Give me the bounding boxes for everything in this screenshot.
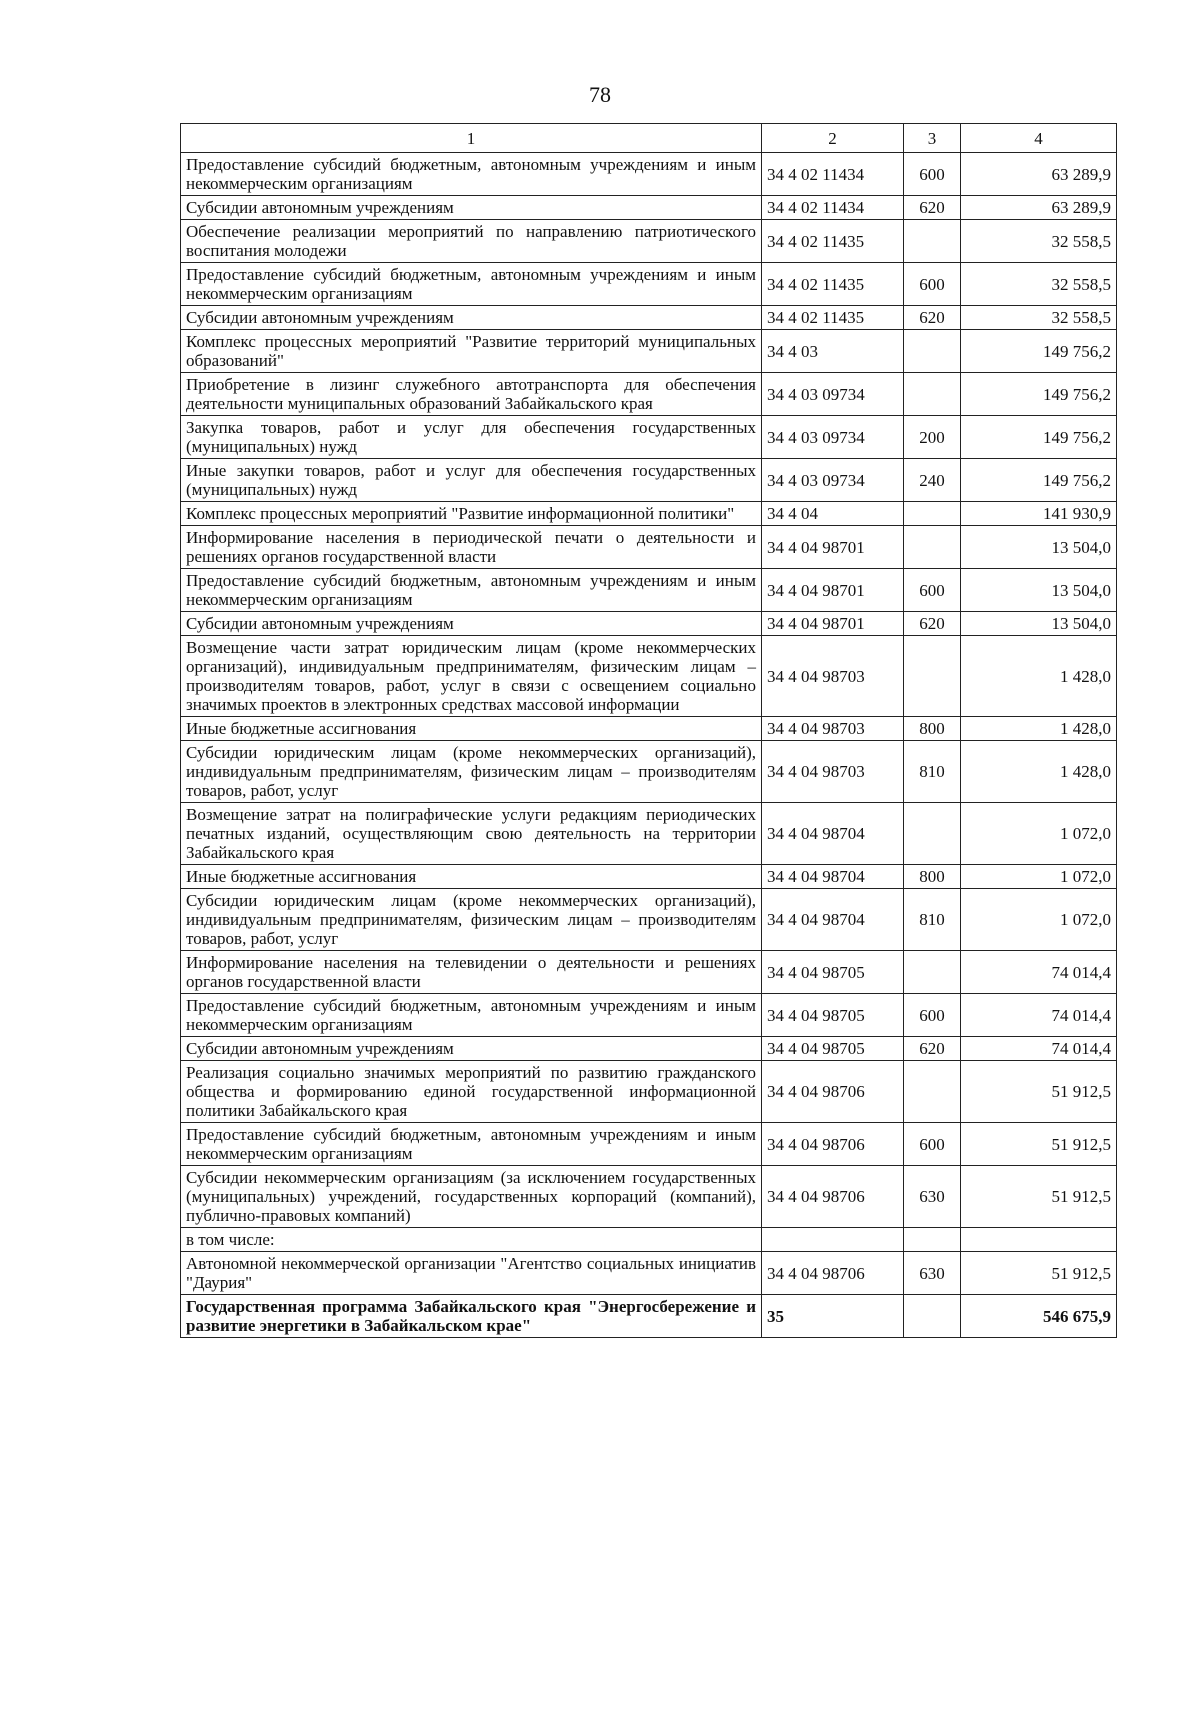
row-amount: 74 014,4 <box>961 1037 1117 1061</box>
row-type: 800 <box>904 717 961 741</box>
row-name: Субсидии автономным учреждениям <box>181 306 762 330</box>
row-code: 34 4 04 98701 <box>762 569 904 612</box>
row-type <box>904 636 961 717</box>
row-code: 34 4 03 09734 <box>762 459 904 502</box>
row-type <box>904 951 961 994</box>
row-code: 34 4 04 98706 <box>762 1166 904 1228</box>
row-name: Информирование населения на телевидении о деятельности и решениях органов государственной власти <box>181 951 762 994</box>
row-code: 34 4 04 98706 <box>762 1123 904 1166</box>
row-code: 34 4 04 98703 <box>762 717 904 741</box>
row-amount: 32 558,5 <box>961 263 1117 306</box>
row-code: 34 4 04 98701 <box>762 612 904 636</box>
row-code: 34 4 04 98704 <box>762 803 904 865</box>
table-row <box>181 717 1117 741</box>
row-name: Предоставление субсидий бюджетным, автономным учреждениям и иным некоммерческим организациям <box>181 153 762 196</box>
row-code: 34 4 03 <box>762 330 904 373</box>
row-code: 35 <box>762 1295 904 1338</box>
table-row <box>181 153 1117 196</box>
row-amount: 74 014,4 <box>961 951 1117 994</box>
row-name: Субсидии автономным учреждениям <box>181 1037 762 1061</box>
row-type: 810 <box>904 889 961 951</box>
budget-table <box>180 123 1117 1338</box>
table-row <box>181 330 1117 373</box>
row-amount: 63 289,9 <box>961 153 1117 196</box>
row-name: Иные закупки товаров, работ и услуг для обеспечения государственных (муниципальных) нужд <box>181 459 762 502</box>
row-name: Субсидии юридическим лицам (кроме некоммерческих организаций), индивидуальным предпринимателям, физическим лицам – производителям товаров, работ, услуг <box>181 741 762 803</box>
row-code: 34 4 04 98706 <box>762 1061 904 1123</box>
header-col-2: 2 <box>762 124 904 153</box>
row-amount: 63 289,9 <box>961 196 1117 220</box>
table-row <box>181 502 1117 526</box>
row-type: 600 <box>904 263 961 306</box>
row-code: 34 4 04 98705 <box>762 994 904 1037</box>
row-code: 34 4 03 09734 <box>762 373 904 416</box>
row-type: 620 <box>904 612 961 636</box>
row-code: 34 4 02 11435 <box>762 306 904 330</box>
table-row <box>181 373 1117 416</box>
row-amount: 1 072,0 <box>961 803 1117 865</box>
row-amount: 1 072,0 <box>961 889 1117 951</box>
table-row <box>181 569 1117 612</box>
row-amount: 32 558,5 <box>961 306 1117 330</box>
table-row <box>181 526 1117 569</box>
row-type: 630 <box>904 1252 961 1295</box>
row-name: Иные бюджетные ассигнования <box>181 865 762 889</box>
table-body <box>181 153 1117 1338</box>
table-row <box>181 741 1117 803</box>
row-amount: 1 428,0 <box>961 636 1117 717</box>
row-code: 34 4 03 09734 <box>762 416 904 459</box>
row-type: 600 <box>904 994 961 1037</box>
table-row <box>181 459 1117 502</box>
row-type: 600 <box>904 569 961 612</box>
row-name: Закупка товаров, работ и услуг для обеспечения государственных (муниципальных) нужд <box>181 416 762 459</box>
row-type <box>904 373 961 416</box>
table-row <box>181 636 1117 717</box>
row-name: Иные бюджетные ассигнования <box>181 717 762 741</box>
row-name: Приобретение в лизинг служебного автотранспорта для обеспечения деятельности муниципальных образований Забайкальского края <box>181 373 762 416</box>
row-code: 34 4 04 98706 <box>762 1252 904 1295</box>
row-code: 34 4 04 98701 <box>762 526 904 569</box>
row-amount: 1 428,0 <box>961 741 1117 803</box>
row-name: Информирование населения в периодической печати о деятельности и решениях органов государственной власти <box>181 526 762 569</box>
row-amount: 74 014,4 <box>961 994 1117 1037</box>
row-code: 34 4 04 98703 <box>762 741 904 803</box>
row-type <box>904 1228 961 1252</box>
row-amount: 149 756,2 <box>961 459 1117 502</box>
row-type <box>904 1061 961 1123</box>
row-name: Реализация социально значимых мероприятий по развитию гражданского общества и формированию единой государственной информационной политики Забайкальского края <box>181 1061 762 1123</box>
row-name: Субсидии некоммерческим организациям (за исключением государственных (муниципальных) учреждений, государственных корпораций (компаний), публично-правовых компаний) <box>181 1166 762 1228</box>
row-code: 34 4 02 11434 <box>762 196 904 220</box>
row-amount: 1 072,0 <box>961 865 1117 889</box>
row-amount: 141 930,9 <box>961 502 1117 526</box>
table-row <box>181 220 1117 263</box>
row-amount: 13 504,0 <box>961 526 1117 569</box>
table-row <box>181 803 1117 865</box>
row-type: 620 <box>904 306 961 330</box>
table-row <box>181 1037 1117 1061</box>
table-row <box>181 1166 1117 1228</box>
row-type: 800 <box>904 865 961 889</box>
row-amount: 51 912,5 <box>961 1166 1117 1228</box>
row-amount: 13 504,0 <box>961 569 1117 612</box>
header-col-1: 1 <box>181 124 762 153</box>
row-amount: 51 912,5 <box>961 1061 1117 1123</box>
table-row <box>181 951 1117 994</box>
table-row <box>181 1295 1117 1338</box>
row-code: 34 4 02 11435 <box>762 263 904 306</box>
table-row <box>181 1228 1117 1252</box>
row-type: 600 <box>904 153 961 196</box>
row-name: Возмещение части затрат юридическим лицам (кроме некоммерческих организаций), индивидуальным предпринимателям, физическим лицам – производителям товаров, работ, услуг в связи с освещением социально значимых проектов в электронных средствах массовой информации <box>181 636 762 717</box>
row-type <box>904 526 961 569</box>
table-row <box>181 196 1117 220</box>
row-type <box>904 803 961 865</box>
row-name: Предоставление субсидий бюджетным, автономным учреждениям и иным некоммерческим организациям <box>181 569 762 612</box>
row-amount: 13 504,0 <box>961 612 1117 636</box>
row-name: Предоставление субсидий бюджетным, автономным учреждениям и иным некоммерческим организациям <box>181 1123 762 1166</box>
row-type <box>904 220 961 263</box>
row-amount: 51 912,5 <box>961 1123 1117 1166</box>
table-row <box>181 263 1117 306</box>
row-name: в том числе: <box>181 1228 762 1252</box>
row-name: Комплекс процессных мероприятий "Развитие территорий муниципальных образований" <box>181 330 762 373</box>
header-row <box>181 124 1117 153</box>
row-name: Субсидии автономным учреждениям <box>181 612 762 636</box>
row-name: Предоставление субсидий бюджетным, автономным учреждениям и иным некоммерческим организациям <box>181 994 762 1037</box>
row-amount: 546 675,9 <box>961 1295 1117 1338</box>
row-amount: 32 558,5 <box>961 220 1117 263</box>
row-amount: 149 756,2 <box>961 373 1117 416</box>
row-code: 34 4 04 <box>762 502 904 526</box>
row-code: 34 4 04 98704 <box>762 865 904 889</box>
row-name: Возмещение затрат на полиграфические услуги редакциям периодических печатных изданий, осуществляющим свою деятельность на территории Забайкальского края <box>181 803 762 865</box>
row-code: 34 4 02 11434 <box>762 153 904 196</box>
table-row <box>181 865 1117 889</box>
table-row <box>181 994 1117 1037</box>
row-type: 620 <box>904 1037 961 1061</box>
table-row <box>181 1123 1117 1166</box>
row-name: Субсидии автономным учреждениям <box>181 196 762 220</box>
row-type: 240 <box>904 459 961 502</box>
row-code <box>762 1228 904 1252</box>
row-amount: 149 756,2 <box>961 416 1117 459</box>
row-amount <box>961 1228 1117 1252</box>
row-code: 34 4 04 98705 <box>762 951 904 994</box>
row-type <box>904 330 961 373</box>
table-row <box>181 1252 1117 1295</box>
row-name: Обеспечение реализации мероприятий по направлению патриотического воспитания молодежи <box>181 220 762 263</box>
row-name: Автономной некоммерческой организации "Агентство социальных инициатив "Даурия" <box>181 1252 762 1295</box>
row-type: 810 <box>904 741 961 803</box>
table-row <box>181 889 1117 951</box>
row-type <box>904 1295 961 1338</box>
row-name: Комплекс процессных мероприятий "Развитие информационной политики" <box>181 502 762 526</box>
row-amount: 51 912,5 <box>961 1252 1117 1295</box>
page-number: 78 <box>589 82 611 107</box>
row-code: 34 4 04 98704 <box>762 889 904 951</box>
table-row <box>181 416 1117 459</box>
row-name: Предоставление субсидий бюджетным, автономным учреждениям и иным некоммерческим организациям <box>181 263 762 306</box>
row-type: 620 <box>904 196 961 220</box>
row-amount: 1 428,0 <box>961 717 1117 741</box>
row-code: 34 4 04 98703 <box>762 636 904 717</box>
row-name: Субсидии юридическим лицам (кроме некоммерческих организаций), индивидуальным предпринимателям, физическим лицам – производителям товаров, работ, услуг <box>181 889 762 951</box>
header-col-4: 4 <box>961 124 1117 153</box>
row-type: 200 <box>904 416 961 459</box>
row-name: Государственная программа Забайкальского края "Энергосбережение и развитие энергетики в Забайкальском крае" <box>181 1295 762 1338</box>
table-row <box>181 612 1117 636</box>
row-type: 600 <box>904 1123 961 1166</box>
header-col-3: 3 <box>904 124 961 153</box>
row-type: 630 <box>904 1166 961 1228</box>
row-type <box>904 502 961 526</box>
table-row <box>181 306 1117 330</box>
row-amount: 149 756,2 <box>961 330 1117 373</box>
table-row <box>181 1061 1117 1123</box>
row-code: 34 4 02 11435 <box>762 220 904 263</box>
row-code: 34 4 04 98705 <box>762 1037 904 1061</box>
